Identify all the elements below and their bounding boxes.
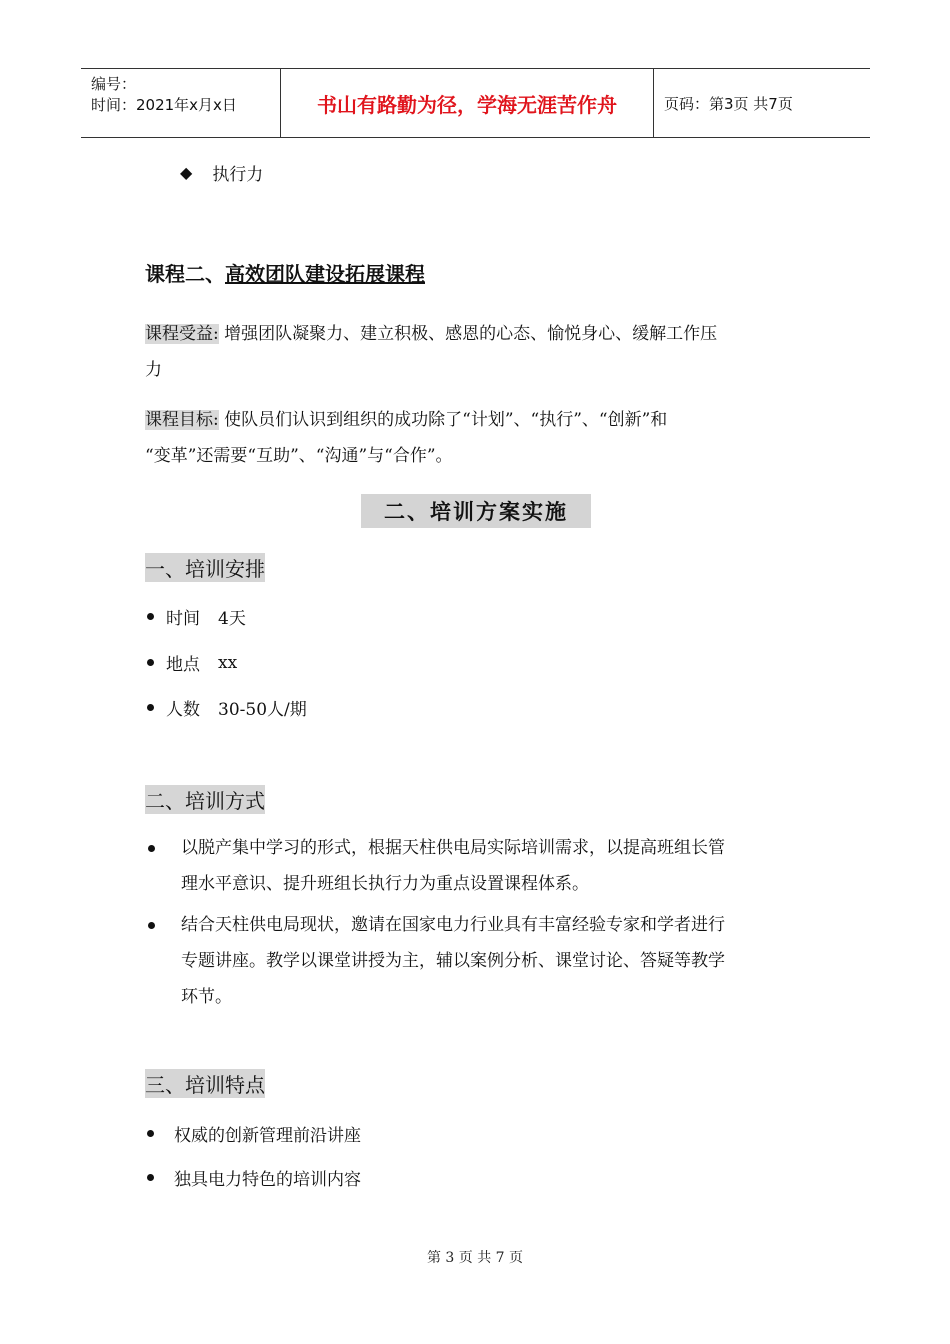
goal-label: 课程目标: xyxy=(145,410,219,430)
top-list-item xyxy=(180,160,263,185)
course2-title xyxy=(145,258,425,287)
top-item-text: 执行力 xyxy=(212,165,264,185)
features-item xyxy=(147,1121,361,1146)
bullet-dot-icon xyxy=(147,704,154,711)
method-item-1 xyxy=(181,830,725,902)
method-item2-line2: 专题讲座。教学以课堂讲授为主，辅以案例分析、课堂讨论、答疑等教学 xyxy=(181,951,725,971)
arrangement-item xyxy=(147,695,307,720)
arrangement-label: 时间 xyxy=(166,609,200,629)
course2-title-prefix: 课程二、 xyxy=(145,262,225,286)
method-item2-line3: 环节。 xyxy=(181,987,232,1007)
arrangement-label: 地点 xyxy=(166,655,200,675)
diamond-bullet-icon: ◆ xyxy=(180,163,193,182)
bullet-dot-icon xyxy=(147,1130,154,1137)
bullet-dot-icon xyxy=(147,659,154,666)
arrangement-title: 一、培训安排 xyxy=(145,553,265,582)
arrangement-value: xx xyxy=(218,652,238,673)
goal-line1: 使队员们认识到组织的成功除了“计划”、“执行”、“创新”和 xyxy=(218,410,668,430)
arrangement-item xyxy=(147,604,246,629)
bullet-dot-icon xyxy=(148,922,155,929)
bullet-dot-icon xyxy=(148,845,155,852)
features-item xyxy=(147,1165,361,1190)
goal-line2: “变革”还需要“互助”、“沟通”与“合作”。 xyxy=(145,446,453,466)
features-item-text: 独具电力特色的培训内容 xyxy=(174,1170,361,1190)
header-meta xyxy=(81,69,281,137)
bullet-dot-icon xyxy=(147,613,154,620)
method-item-2 xyxy=(181,907,725,1015)
course2-goal xyxy=(145,402,667,474)
method-title: 二、培训方式 xyxy=(145,785,265,814)
features-item-text: 权威的创新管理前沿讲座 xyxy=(174,1126,361,1146)
course2-benefit xyxy=(145,316,717,388)
section-main-title: 二、培训方案实施 xyxy=(361,494,591,528)
method-item1-line1: 以脱产集中学习的形式，根据天柱供电局实际培训需求，以提高班组长管 xyxy=(181,838,725,858)
arrangement-label: 人数 xyxy=(166,700,200,720)
header-motto: 书山有路勤为径，学海无涯苦作舟 xyxy=(281,69,654,137)
method-item1-line2: 理水平意识、提升班组长执行力为重点设置课程体系。 xyxy=(181,874,589,894)
arrangement-value: 30-50人/期 xyxy=(218,700,307,720)
benefit-line1: 增强团队凝聚力、建立积极、感恩的心态、愉悦身心、缓解工作压 xyxy=(218,324,718,344)
arrangement-item xyxy=(147,650,237,675)
page-footer: 第 3 页 共 7 页 xyxy=(426,1250,524,1266)
benefit-label: 课程受益: xyxy=(145,324,219,344)
header-page-code: 页码：第3页 共7页 xyxy=(664,94,793,113)
header-time: 时间：2021年x月x日 xyxy=(91,96,237,114)
benefit-line2: 力 xyxy=(145,360,162,380)
features-title: 三、培训特点 xyxy=(145,1069,265,1098)
arrangement-value: 4天 xyxy=(218,609,246,629)
bullet-dot-icon xyxy=(147,1174,154,1181)
header-number: 编号： xyxy=(91,75,137,93)
method-item2-line1: 结合天柱供电局现状，邀请在国家电力行业具有丰富经验专家和学者进行 xyxy=(181,915,725,935)
page-header xyxy=(81,68,870,138)
course2-title-underlined: 高效团队建设拓展课程 xyxy=(225,262,425,286)
